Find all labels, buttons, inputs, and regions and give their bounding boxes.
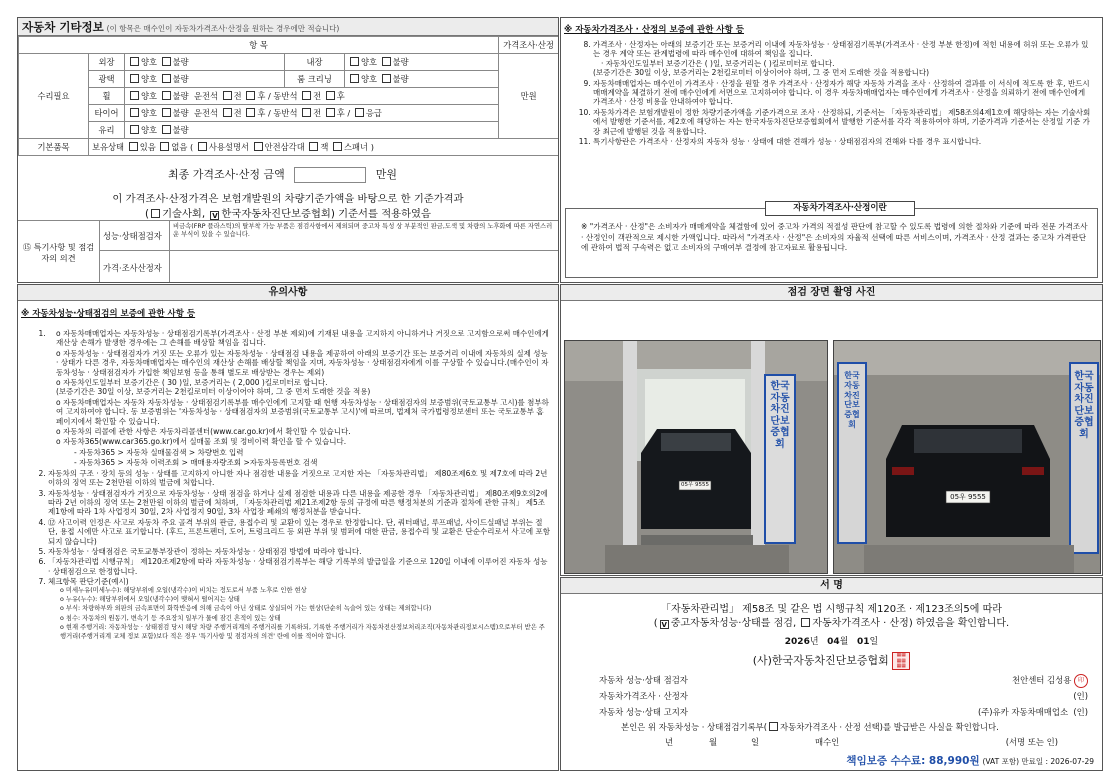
final-amount-row	[168, 166, 397, 183]
final-amount-label: 최종 가격조사·산정 금액	[168, 168, 285, 181]
tire-passenger-front-checkbox[interactable]	[302, 108, 311, 117]
interior-bad-checkbox[interactable]	[382, 57, 391, 66]
tire-passenger-rear-checkbox[interactable]	[326, 108, 335, 117]
buyer-sign-field[interactable]: (서명 또는 인)	[1005, 737, 1058, 747]
other-info-header	[18, 18, 558, 36]
price-inspector-label: 가격·조사산정자	[100, 251, 170, 284]
kada-checkbox[interactable]: V	[212, 212, 218, 220]
manual-checkbox[interactable]	[198, 142, 207, 151]
wheel-options: 양호 불량 운전석 전 후 / 동반석 전 후	[125, 88, 499, 105]
room-cleaning-options: 양호 불량	[345, 71, 499, 88]
other-info-note: (이 항목은 매수인이 자동차가격조사·산정을 원하는 경우에만 적습니다)	[106, 24, 340, 33]
tire-options: 양호 불량 운전석 전 후 / 동반석 전 후 / 응급	[125, 105, 499, 122]
spanner-checkbox[interactable]	[333, 142, 342, 151]
plate-front: 05우 9555	[680, 482, 710, 488]
interior-good-checkbox[interactable]	[350, 57, 359, 66]
exterior-bad-checkbox[interactable]	[162, 57, 171, 66]
sig-date: 2026년 04월 01일	[784, 637, 879, 647]
pg-item-10: 10. 자동차가격은 보험개발원이 정한 차량기준가액을 기준가격으로 조사 · 산정하되, 기준서는 「자동차관리법」 제58조의4제1호에 해당하는 자는 기술사회에서 발행한 기준서를, 제2호에 해당하는 자는 한국자동차진단보증협회에서 발행한 기준서를 각각 적용하여야 하며, 기준가격과 기준서는 산정일 기준 가장 최근에 발행된 것을 적용합니다.	[593, 108, 1094, 136]
wheel-driver-front-checkbox[interactable]	[223, 91, 232, 100]
tech-society-checkbox[interactable]	[151, 209, 160, 218]
glass-label: 유리	[89, 122, 125, 139]
room-bad-checkbox[interactable]	[382, 74, 391, 83]
room-good-checkbox[interactable]	[350, 74, 359, 83]
wheel-good-checkbox[interactable]	[130, 91, 139, 100]
glass-bad-checkbox[interactable]	[162, 125, 171, 134]
fee-row	[846, 753, 1094, 768]
price-guarantee-panel	[560, 17, 1103, 283]
fee-label: 책임보증 수수료: 88,990원	[846, 755, 980, 767]
final-amount-unit: 만원	[375, 168, 398, 181]
photos-panel	[560, 284, 1103, 576]
banner-text-rear-right: 한국자동차진단보증협회	[1074, 371, 1094, 440]
note-item-3: 3. 자동차성능 · 상태점검자가 거짓으로 자동차성능 · 상태 점검을 하거나 실제 점검한 내용과 다른 내용을 제공한 경우 「자동차관리법」 제80조제9호의2에 따라 2년 이하의 징역 또는 2천만원 이하의 벌금에 처하며, 「자동차관리법 제21조제2항 등의 규정에 따른 행정처분의 기준과 절차에 관한 규칙」 제5조제1항에 따라 1차 사업정지 30일, 2차 사업정지 90일, 3차 사업장 폐쇄의 행정처분을 받습니다.	[48, 489, 550, 517]
definition-title: 자동차가격조사·산정이란	[765, 201, 915, 216]
sig-line2: ( V 중고자동차성능·상태를 점검, 자동차가격조사 · 산정) 하였음을 확인합니다.	[653, 618, 1010, 629]
photos-title: 점검 장면 촬영 사진	[561, 285, 1102, 301]
note-item-2: 2. 자동차의 구조 · 장치 등의 성능 · 상태를 고지하지 아니한 자나 점검한 내용을 거짓으로 고지한 자는 「자동차관리법」 제80조제6호 및 제7호에 따라 2년 이하의 징역 또는 2천만원 이하의 벌금에 처합니다.	[48, 469, 550, 488]
tire-good-checkbox[interactable]	[130, 108, 139, 117]
buyer-date-row: 년 월 일 매수인 (서명 또는 인)	[665, 737, 1058, 747]
signature-title: 서 명	[561, 578, 1102, 594]
other-info-panel	[17, 17, 559, 283]
triangle-checkbox[interactable]	[254, 142, 263, 151]
note-item-5: 5. 자동차성능 · 상태점검은 국토교통부장관이 정하는 자동차성능 · 상태점검 방법에 따라야 합니다.	[48, 547, 550, 556]
basic-items-options: 보유상태 있음 없음 ( 사용설명서 안전삼각대 잭 스패너 )	[89, 139, 559, 156]
wheel-passenger-rear-checkbox[interactable]	[326, 91, 335, 100]
sig-confirm: 본인은 위 자동차성능 · 상태점검기록부( 자동차가격조사 · 산정 선택)를 발급받은 사실을 확인합니다.	[621, 722, 999, 732]
basic-items-label: 기본품목	[19, 139, 89, 156]
sig-line1: 「자동차관리법」 제58조 및 같은 법 시행규칙 제120조 · 제123조의5에 따라	[661, 604, 1002, 615]
col-price-header: 가격조사·산정	[499, 37, 559, 54]
sig-org: (사)한국자동차진단보증협회 ▦▦ ▦▦ ▦▦	[561, 652, 1102, 670]
signature-panel	[560, 577, 1103, 771]
gloss-label: 광택	[89, 71, 125, 88]
car-rear-image	[834, 341, 1101, 574]
room-cleaning-label: 룸 크리닝	[285, 71, 345, 88]
gloss-bad-checkbox[interactable]	[162, 74, 171, 83]
tire-label: 타이어	[89, 105, 125, 122]
tire-bad-checkbox[interactable]	[162, 108, 171, 117]
banner-text-front: 한국자동차진단보증협회	[770, 381, 790, 450]
price-check-checkbox[interactable]	[801, 618, 810, 627]
notes-title: 유의사항	[18, 285, 558, 301]
has-checkbox[interactable]	[129, 142, 138, 151]
tire-driver-rear-checkbox[interactable]	[246, 108, 255, 117]
special-notes-table	[17, 220, 559, 283]
notes-heading: ※ 자동차성능·상태점검의 보증에 관한 사항 등	[21, 309, 196, 319]
inspection-photo-front	[564, 340, 828, 574]
inspector-stamp-icon: 印	[1074, 674, 1088, 688]
note-item-6: 6. 「자동차관리법 시행규칙」 제120조제2항에 따라 자동차성능 · 상태점검기록부는 해당 기록부의 발급일을 기준으로 120일 이내에 이루어진 자동차 성능 · 상태점검으로 한정합니다.	[48, 557, 550, 576]
col-item-header: 항 목	[19, 37, 499, 54]
inspection-photo-rear	[833, 340, 1101, 574]
glass-options: 양호 불량	[125, 122, 499, 139]
plate-rear: 05우 9555	[950, 493, 986, 501]
note-item-7: 7. 체크항목 판단기준(예시) o 미세누유(미세누수): 해당부위에 오일(냉각수)이 비치는 정도로서 부품 노후로 인한 현상 o 누유(누수): 해당부위에서 오일(냉각수)이 맺혀서 떨어지는 상태 o 부식: 차량하부와 외판의 금속표면이 화학반응에 의해 금속이 아닌 상태로 상실되어 가는 현상(단순히 녹슬어 있는 상태는 제외합니다) o 침수: 자동차의 원동기, 변속기 등 주요장치 일부가 물에 잠긴 흔적이 있는 상태 o 현재 주행거리: 자동차성능 · 상태점검 당시 해당 차량 주행거리계의 주행거리를 기록하되, 기록한 주행거리가 자동차전산정보처리조직(자동차관리정보시스템)으로부터 받은 주행거리(주행거리계 교체 정보 포함)보다 적은 경우 '특기사항 및 점검자의 의견' 란에 이를 적어야 합니다.	[48, 577, 550, 641]
note-item-1: o 1. 자동차매매업자는 자동차성능 · 상태점검기록부(가격조사 · 산정 부분 제외)에 기재된 내용을 고지하지 아니하거나 거짓으로 고지함으로써 매수인에게 재산상 손해가 발생한 경우에는 그 손해를 배상할 책임을 집니다. o 자동차성능 · 상태점검자가 거짓 또는 오류가 있는 자동차성능 · 상태점검 내용을 제공하여 아래의 보증기간 또는 보증거리 이내에 자동차의 실제 성능 · 상태가 다른 경우, 자동차매매업자는 매수인의 재산상 손해를 배상할 책임을 지며, 자동차성능 · 상태점검자에게 이를 구상할 수 있습니다.(매수인이 자동차성능 · 상태점검자가 가입한 책임보험 등을 통해 별도로 배상받는 경우는 제외) o 자동차인도일부터 보증기간은 ( 30 )일, 보증거리는 ( 2,000 )킬로미터로 합니다. (보증기간은 30일 이상, 보증거리는 2천킬로미터 이상이어야 하며, 그 중 먼저 도래한 것을 적용) o 자동차매매업자는 자동차 자동차성능 · 상태점검기록부를 매수인에게 고지할 때 현행 자동차성능 · 상태점검자의 보증범위(국토교통부 고시)를 첨부하여 고지하여야 합니다. 동 보증범위는 '자동차성능 · 상태점검자의 보증범위(국토교통부 고시)'에 따르며, 법제처 국가법령정보센터 또는 국토교통부 홈페이지에서 확인할 수 있습니다. o 자동차의 리콜에 관한 사항은 자동차리콜센터(www.car.go.kr)에서 확인할 수 있습니다. o 자동차365(www.car365.go.kr)에서 실매물 조회 및 정비이력 확인을 할 수 있습니다. - 자동차365 > 자동차 실매물검색 > 차량번호 입력 - 자동차365 > 자동차 이력조회 > 매매용자량조회 >자동차등록번호 검색	[48, 329, 550, 468]
pg-item-11: 11. 특기사항란은 가격조사 · 산정자의 자동차 성능 · 상태에 대한 견해가 성능 · 상태점검자의 견해와 다를 경우 표시합니다.	[593, 137, 1094, 146]
pg-item-9: 9. 자동차매매업자는 매수인이 가격조사 · 산정을 원할 경우 가격조사 · 산정자가 해당 자동차 가격을 조사 · 산정하여 결과를 이 서식에 적도록 한 후, 반드시 매매계약을 체결하기 전에 매수인에게 서면으로 고지하여야 합니다. 이 경우 자동차매매업자는 매수인에게 가격조사 · 산정을 의뢰하기 전에 매수인에게 가격조사 · 산정 비용을 안내하여야 합니다.	[593, 79, 1094, 107]
exterior-good-checkbox[interactable]	[130, 57, 139, 66]
final-amount-input[interactable]	[294, 167, 366, 183]
price-guarantee-heading: ※ 자동차가격조사 · 산정의 보증에 관한 사항 등	[564, 25, 745, 35]
exterior-label: 외장	[89, 54, 125, 71]
basis-line1: 이 가격조사·산정가격은 보험개발원의 차량기준가액을 바탕으로 한 기준가격과	[112, 193, 464, 205]
fee-note: (VAT 포함) 만료일 : 2026-07-29	[982, 757, 1094, 766]
repair-unit: 만원	[499, 54, 559, 139]
none-checkbox[interactable]	[160, 142, 169, 151]
interior-label: 내장	[285, 54, 345, 71]
gloss-options: 양호 불량	[125, 71, 285, 88]
price-inspector-note[interactable]	[170, 251, 560, 284]
repair-label: 수리필요	[19, 54, 89, 139]
sig-row-notifier: 자동차 성능·상태 고지자 (주)유카 자동차매매업소 (인)	[599, 707, 1088, 717]
gloss-good-checkbox[interactable]	[130, 74, 139, 83]
other-info-title: 자동차 기타정보	[22, 20, 104, 34]
tire-emergency-checkbox[interactable]	[355, 108, 364, 117]
car-front-image	[565, 341, 828, 574]
basis-line2: ( 기술사회, V 한국자동차진단보증협회) 기준서를 적용하였음	[145, 208, 431, 220]
repair-table	[18, 36, 559, 156]
interior-options: 양호 불량	[345, 54, 499, 71]
wheel-passenger-front-checkbox[interactable]	[302, 91, 311, 100]
perf-inspector-label: 성능·상태점검자	[100, 221, 170, 251]
price-guarantee-list	[593, 40, 1094, 147]
wheel-driver-rear-checkbox[interactable]	[246, 91, 255, 100]
special-label: ⑮ 특기사항 및 점검자의 의견	[18, 221, 100, 284]
tire-driver-front-checkbox[interactable]	[223, 108, 232, 117]
banner-text-rear-left: 한국자동차진단보증협회	[844, 371, 860, 429]
perf-inspector-note: 비금속(FRP 플라스틱)의 탈부착 가능 부품은 점검사항에서 제외되며 중고차 특성 상 부분적인 판금,도색 및 차량의 노후화에 따른 자연스러운 부식이 있을 수 있습니다.	[170, 221, 560, 251]
jack-checkbox[interactable]	[309, 142, 318, 151]
org-seal-icon: ▦▦ ▦▦ ▦▦	[892, 652, 910, 670]
buyer-price-checkbox[interactable]	[769, 722, 778, 731]
exterior-options: 양호 불량	[125, 54, 285, 71]
notes-list	[48, 329, 550, 642]
sig-row-inspector: 자동차 성능·상태 점검자 천안센터 김성용 印	[599, 673, 1088, 687]
notes-panel	[17, 284, 559, 771]
definition-text: ※ "가격조사 · 산정"은 소비자가 매매계약을 체결함에 있어 중고차 가격의 적절성 판단에 참고할 수 있도록 법령에 의한 절차와 기준에 따라 전문 가격조사 · 산정인이 객관적으로 제시한 가액입니다. 따라서 "가격조사 · 산정"은 소비자의 자율적 선택에 따른 서비스이며, 가격조사 · 산정 결과는 중고차 가격판단에 관하여 법적 구속력은 없고 소비자의 구매여부 결정에 참고자료로 활용됩니다.	[581, 222, 1088, 252]
wheel-label: 휠	[89, 88, 125, 105]
note-item-4: 4. ⑫ 사고이력 인정은 사고로 자동차 주요 골격 부위의 판금, 용접수리 및 교환이 있는 경우로 한정합니다. 단, 쿼터패널, 루프패널, 사이드실패널 부위는 절단, 용접 시에만 사고로 표기합니다. (후드, 프론트펜더, 도어, 트렁크리드 등 외판 부위 및 범퍼에 대한 판금, 용접수리 및 교환은 단순수리로서 사고에 포함되지 않습니다)	[48, 518, 550, 546]
glass-good-checkbox[interactable]	[130, 125, 139, 134]
pg-item-8: 8. 가격조사 · 산정자는 아래의 보증기간 또는 보증거리 이내에 자동차성능 · 상태점검기록부(가격조사 · 산정 부분 한정)에 적힌 내용에 허위 또는 오류가 있는 경우 계약 또는 관계법령에 따라 매수인에 대하여 책임을 집니다. · 자동차인도일부터 보증기간은 ( )일, 보증거리는 ( )킬로미터로 합니다. (보증기간은 30일 이상, 보증거리는 2천킬로미터 이상이어야 하며, 그 중 먼저 도래한 것을 적용합니다)	[593, 40, 1094, 78]
sig-row-price: 자동차가격조사 · 산정자 (인)	[599, 691, 1088, 701]
wheel-bad-checkbox[interactable]	[162, 91, 171, 100]
used-car-check-checkbox[interactable]: V	[661, 621, 667, 629]
